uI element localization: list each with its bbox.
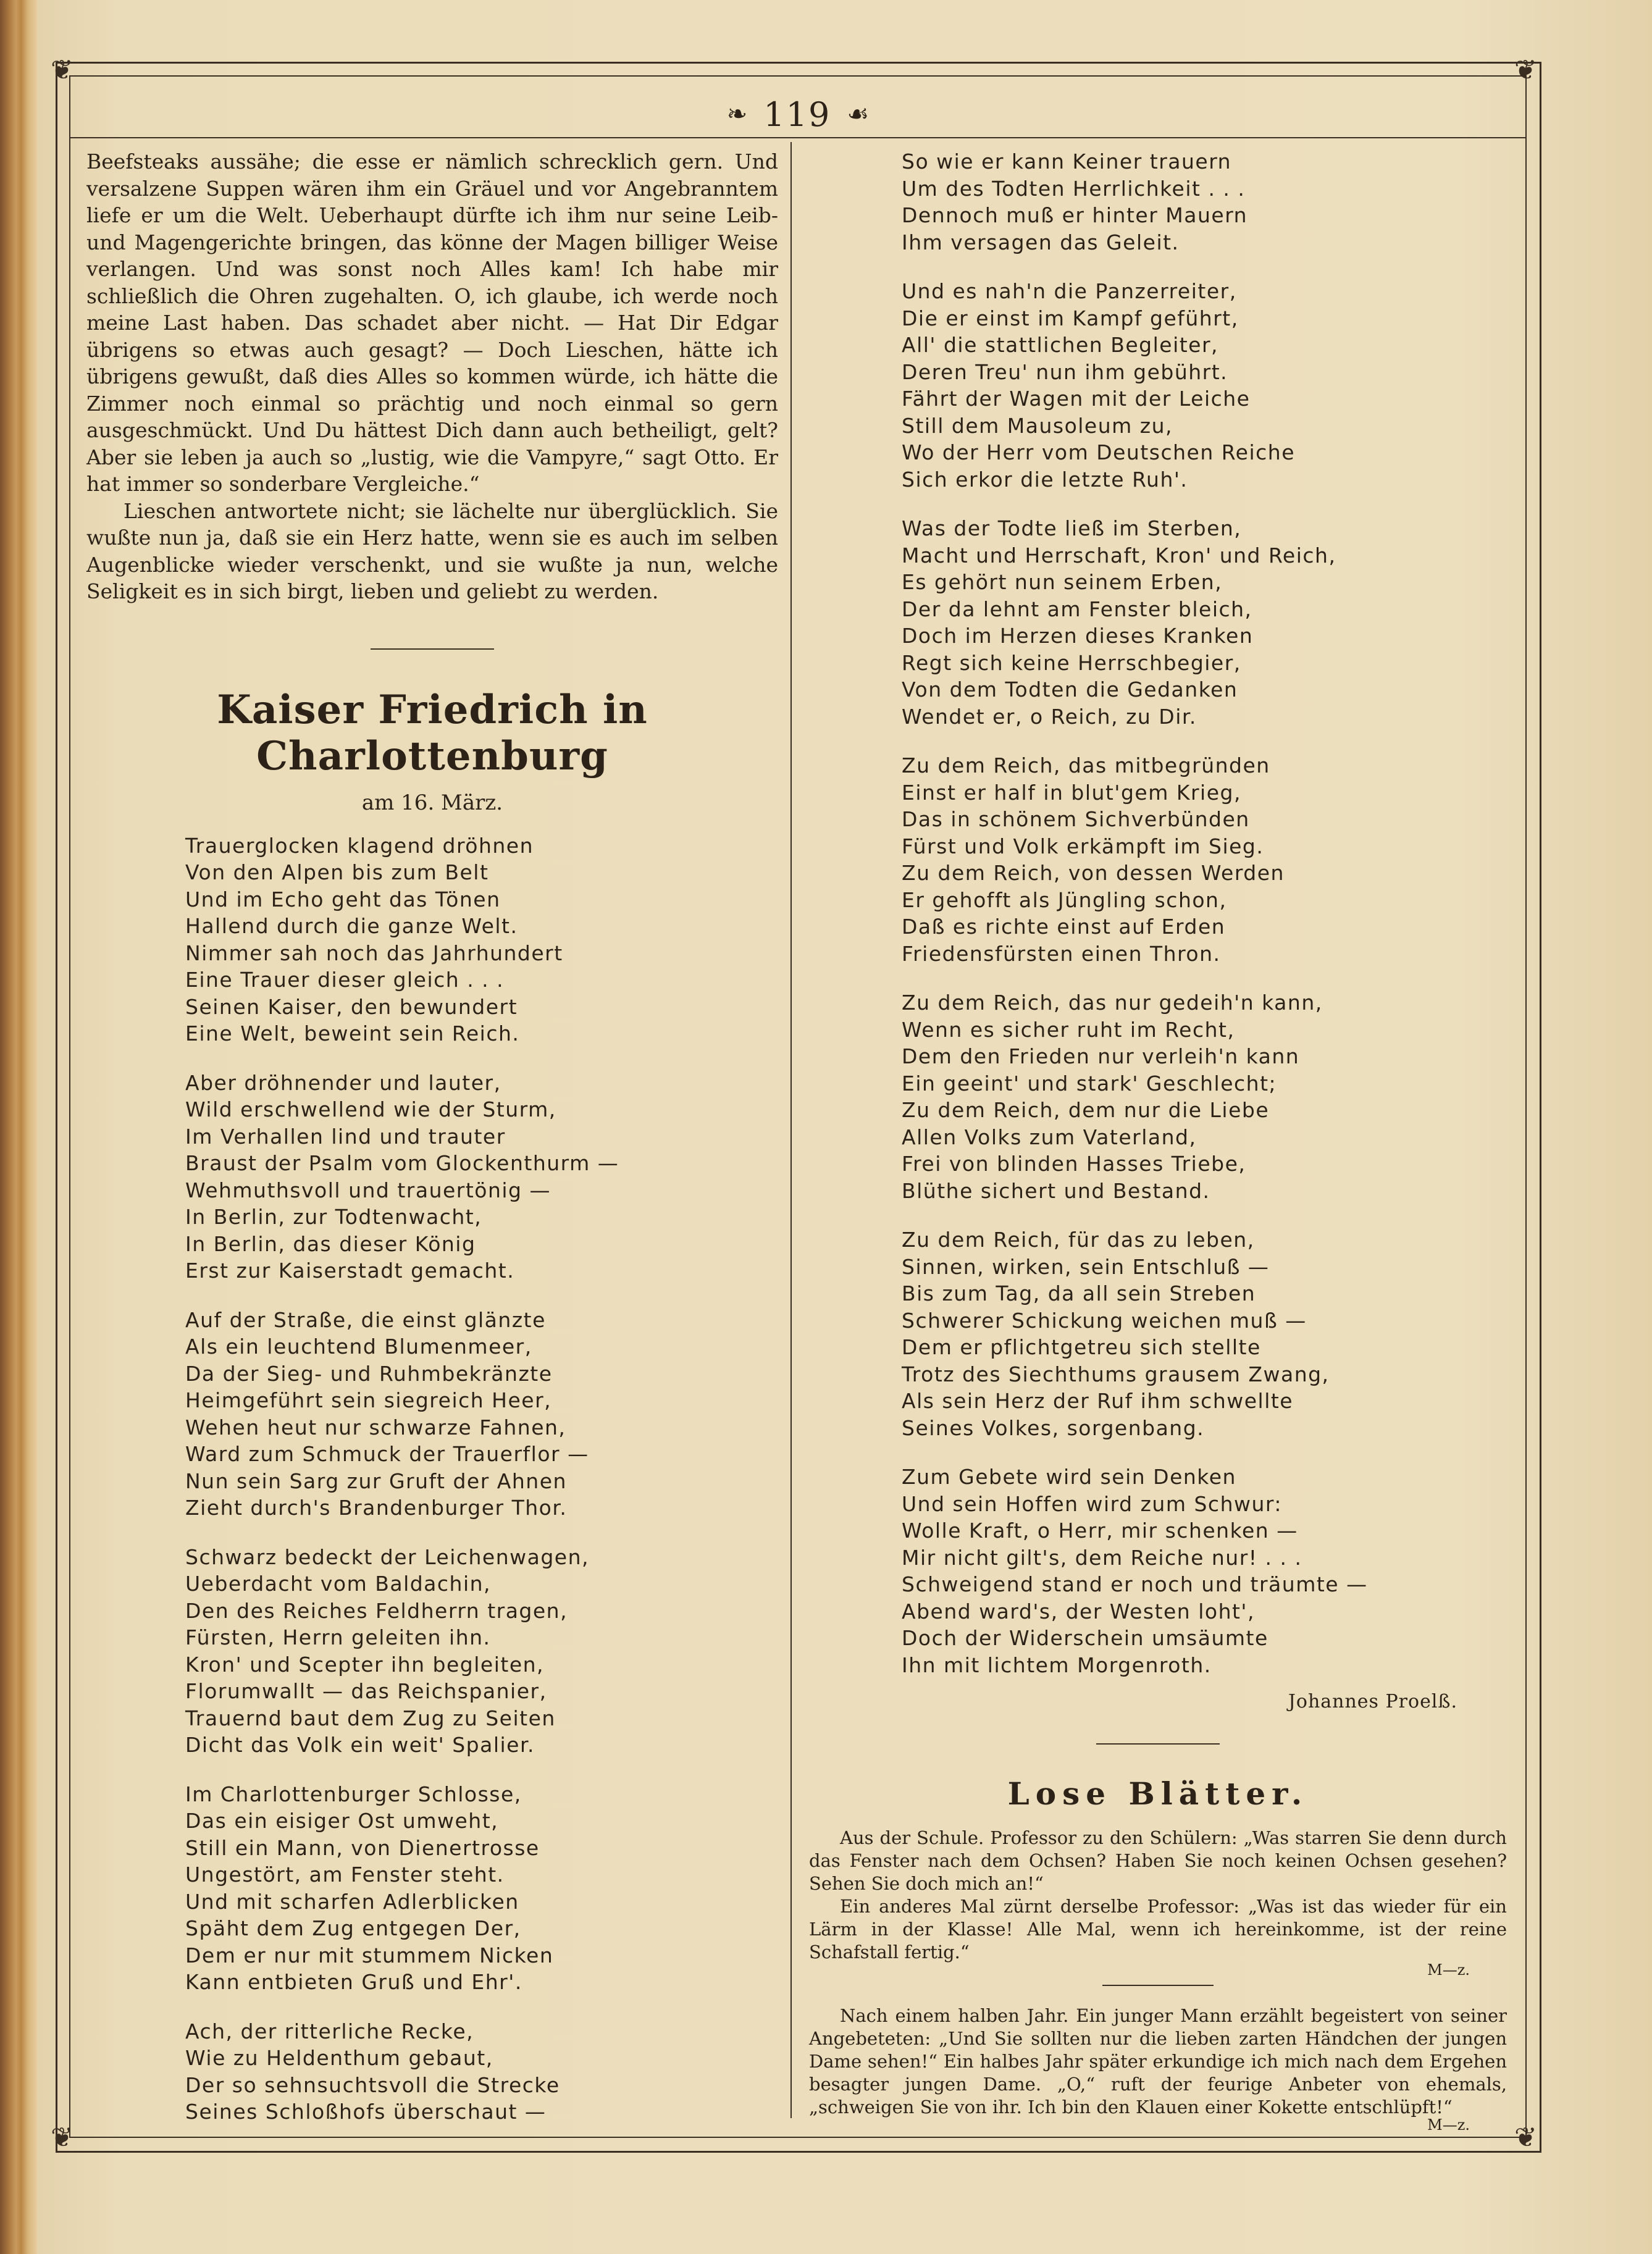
poem-line: Nimmer sah noch das Jahrhundert xyxy=(185,941,563,965)
poem-line: Wo der Herr vom Deutschen Reiche xyxy=(902,440,1296,464)
poem-line: Dennoch muß er hinter Mauern xyxy=(902,203,1248,227)
poem-line: Trauerglocken klagend dröhnen xyxy=(185,833,534,858)
poem-line: Doch im Herzen dieses Kranken xyxy=(902,624,1254,648)
anecdote-text: Professor zu den Schülern: „Was starren Sie denn durch das Fenster nach dem Ochsen? Haben Sie noch keinen Ochsen gesehen? Sehen Sie doch mich an!“ xyxy=(809,1827,1507,1894)
story-paragraph: Beefsteaks aussähe; die esse er nämlich schrecklich gern. Und versalzene Suppen wären ihm ein Gräuel und vor Angebranntem liefe er um die Welt. Ueberhaupt dürfte ich ihm nur seine Leib- und Magengerichte bringen, das könne der Magen billiger Weise verlangen. Und was sonst noch Alles kam! Ich habe mir schließlich die Ohren zugehalten. O, ich glaube, ich werde noch meine Last haben. Das schadet aber nicht. — Hat Dir Edgar übrigens so etwas auch gesagt? — Doch Lieschen, hätte ich übrigens gewußt, daß dies Alles so kommen würde, ich hätte die Zimmer noch einmal so prächtig und noch einmal so gern ausgeschmückt. Und Du hättest Dich dann auch betheiligt, gelt? Aber sie leben ja auch so „lustig, wie die Vampyre,“ sagt Otto. Er hat immer so sonderbare Vergleiche.“ xyxy=(86,149,778,496)
poem-line: Mir nicht gilt's, dem Reiche nur! . . . xyxy=(902,1545,1302,1570)
corner-ornament-icon: ❦ xyxy=(1514,54,1537,86)
anecdote-school xyxy=(809,1827,1507,1979)
poem-line: So wie er kann Keiner trauern xyxy=(902,149,1232,174)
poem-line: Schweigend stand er noch und träumte — xyxy=(902,1572,1368,1596)
poem-line: Zu dem Reich, dem nur die Liebe xyxy=(902,1098,1270,1122)
poem-line: Braust der Psalm vom Glockenthurm — xyxy=(185,1151,619,1175)
poem-line: Als ein leuchtend Blumenmeer, xyxy=(185,1334,532,1359)
anecdote-half-year xyxy=(809,2005,1507,2134)
book-binding-edge xyxy=(0,0,37,2254)
poem-line: Und sein Hoffen wird zum Schwur: xyxy=(902,1491,1282,1516)
corner-ornament-icon: ❦ xyxy=(1514,2122,1537,2153)
poem-line: Der so sehnsuchtsvoll die Strecke xyxy=(185,2072,560,2097)
poem-stanza xyxy=(809,515,1507,730)
anecdote-paragraph: Ein anderes Mal zürnt derselbe Professor: „Was ist das wieder für ein Lärm in der Klasse! Alle Mal, wenn ich hereinkomme, ist der reine Schafstall fertig.“ xyxy=(809,1896,1507,1963)
poem-line: Zu dem Reich, von dessen Werden xyxy=(902,861,1285,885)
poem-line: Zieht durch's Brandenburger Thor. xyxy=(185,1496,568,1520)
flourish-right-icon: ☙ xyxy=(847,100,870,128)
poem-line: Sich erkor die letzte Ruh'. xyxy=(902,467,1188,492)
poem-line: Wendet er, o Reich, zu Dir. xyxy=(902,704,1197,729)
poem-stanza xyxy=(809,148,1507,256)
poem-line: Ueberdacht vom Baldachin, xyxy=(185,1572,492,1596)
poem-line: Ach, der ritterliche Recke, xyxy=(185,2019,474,2043)
poem-line: Regt sich keine Herrschbegier, xyxy=(902,650,1241,675)
poem-line: Heimgeführt sein siegreich Heer, xyxy=(185,1388,552,1412)
poem-left-part xyxy=(86,832,778,2126)
poem-line: Zu dem Reich, das nur gedeih'n kann, xyxy=(902,991,1323,1015)
story-paragraph: Lieschen antwortete nicht; sie lächelte nur überglücklich. Sie wußte nun ja, daß sie ein Herz hatte, wenn sie es auch im selben Augenblicke wieder verschenkt, und sie wußte ja nun, welche Seligkeit es in sich birgt, lieben und geliebt zu werden. xyxy=(86,498,778,603)
poem-line: Seines Schloßhofs überschaut — xyxy=(185,2100,547,2124)
poem-line: Von den Alpen bis zum Belt xyxy=(185,860,489,884)
anecdote-paragraph xyxy=(809,2005,1507,2119)
anecdote-signature: M—z. xyxy=(1427,1961,1470,1979)
section-title-lose-blaetter: Lose Blätter. xyxy=(1007,1775,1309,1812)
poem-stanza xyxy=(809,989,1507,1204)
poem-stanza xyxy=(86,2018,778,2126)
page-number: 119 xyxy=(763,94,831,134)
poem-line: Kann entbieten Gruß und Ehr'. xyxy=(185,1970,522,1994)
poem-line: In Berlin, zur Todtenwacht, xyxy=(185,1205,482,1229)
poem-line: Trotz des Siechthums grausem Zwang, xyxy=(902,1362,1330,1386)
poem-line: Späht dem Zug entgegen Der, xyxy=(185,1916,521,1940)
anecdote-heading: Nach einem halben Jahr. xyxy=(840,2005,1069,2026)
poem-stanza xyxy=(86,1544,778,1759)
header-rule xyxy=(69,137,1527,138)
poem-line: Ihn mit lichtem Morgenroth. xyxy=(902,1653,1212,1677)
poem-line: Eine Trauer dieser gleich . . . xyxy=(185,968,505,992)
poem-line: Der da lehnt am Fenster bleich, xyxy=(902,597,1252,621)
poem-line: Fürsten, Herrn geleiten ihn. xyxy=(185,1625,491,1649)
poem-line: Das ein eisiger Ost umweht, xyxy=(185,1809,499,1833)
poem-line: In Berlin, das dieser König xyxy=(185,1231,476,1256)
poem-line: Er gehofft als Jüngling schon, xyxy=(902,887,1227,912)
poem-line: Dem er pflichtgetreu sich stellte xyxy=(902,1335,1261,1359)
poem-line: Es gehört nun seinem Erben, xyxy=(902,570,1223,594)
poem-line: Um des Todten Herrlichkeit . . . xyxy=(902,176,1246,201)
poem-line: Deren Treu' nun ihm gebührt. xyxy=(902,359,1228,384)
poem-line: Friedensfürsten einen Thron. xyxy=(902,941,1221,966)
poem-line: Da der Sieg- und Ruhmbekränzte xyxy=(185,1361,553,1386)
poem-line: Wehmuthsvoll und trauertönig — xyxy=(185,1178,551,1202)
poem-line: Blüthe sichert und Bestand. xyxy=(902,1178,1210,1203)
poem-line: Zu dem Reich, für das zu leben, xyxy=(902,1228,1255,1252)
right-column xyxy=(809,148,1507,2134)
poem-right-part xyxy=(809,148,1507,1678)
poem-line: Wenn es sicher ruht im Recht, xyxy=(902,1017,1235,1042)
poem-line: Und mit scharfen Adlerblicken xyxy=(185,1889,519,1914)
poem-line: Seines Volkes, sorgenbang. xyxy=(902,1415,1205,1440)
poem-line: Sinnen, wirken, sein Entschluß — xyxy=(902,1254,1270,1279)
poem-line: Ihm versagen das Geleit. xyxy=(902,230,1180,254)
anecdote-signature: M—z. xyxy=(1427,2116,1470,2134)
column-divider xyxy=(790,142,792,2118)
page-header xyxy=(69,90,1527,139)
poem-line: Einst er half in blut'gem Krieg, xyxy=(902,780,1241,805)
poem-author: Johannes Proelß. xyxy=(1288,1691,1457,1712)
poem-line: Abend ward's, der Westen loht', xyxy=(902,1599,1255,1623)
poem-line: Daß es richte einst auf Erden xyxy=(902,915,1226,939)
poem-stanza xyxy=(809,1226,1507,1441)
poem-line: Wolle Kraft, o Herr, mir schenken — xyxy=(902,1519,1298,1543)
corner-ornament-icon: ❦ xyxy=(51,2122,73,2153)
anecdote-heading: Aus der Schule. xyxy=(840,1827,984,1848)
poem-line: Still dem Mausoleum zu, xyxy=(902,413,1173,438)
poem-line: Erst zur Kaiserstadt gemacht. xyxy=(185,1259,515,1283)
poem-line: Im Charlottenburger Schlosse, xyxy=(185,1782,522,1806)
poem-line: Florumwallt — das Reichspanier, xyxy=(185,1679,547,1703)
anecdote-text: Ein junger Mann erzählt begeistert von seiner Angebeteten: „Und Sie sollten nur die lieben zarten Händchen der jungen Dame sehen!“ Ein halbes Jahr später erkundige ich mich nach dem Ergehen besagter jungen Dame. „O,“ ruft der feurige Anbeter von ehemals, „schweigen Sie von ihr. Ich bin den Klauen einer Kokette entschlüpft!“ xyxy=(809,2005,1507,2118)
poem-line: Frei von blinden Hasses Triebe, xyxy=(902,1152,1246,1176)
poem-line: Schwarz bedeckt der Leichenwagen, xyxy=(185,1544,590,1569)
poem-line: Trauernd baut dem Zug zu Seiten xyxy=(185,1706,556,1730)
poem-stanza xyxy=(809,278,1507,493)
flourish-left-icon: ❧ xyxy=(726,100,748,128)
poem-line: All' die stattlichen Begleiter, xyxy=(902,333,1219,357)
poem-line: Still ein Mann, von Dienertrosse xyxy=(185,1835,540,1860)
poem-line: Ward zum Schmuck der Trauerflor — xyxy=(185,1442,589,1466)
poem-subtitle: am 16. März. xyxy=(361,790,503,815)
poem-line: Nun sein Sarg zur Gruft der Ahnen xyxy=(185,1468,567,1493)
poem-line: Auf der Straße, die einst glänzte xyxy=(185,1307,546,1332)
left-column xyxy=(86,148,778,2148)
poem-line: Ein geeint' und stark' Geschlecht; xyxy=(902,1071,1277,1096)
poem-line: Den des Reiches Feldherrn tragen, xyxy=(185,1598,568,1623)
poem-line: Und im Echo geht das Tönen xyxy=(185,887,501,911)
poem-line: Von dem Todten die Gedanken xyxy=(902,677,1238,702)
poem-stanza xyxy=(86,1307,778,1522)
poem-line: Und es nah'n die Panzerreiter, xyxy=(902,279,1237,303)
story-ending xyxy=(86,148,778,605)
poem-line: Eine Welt, beweint sein Reich. xyxy=(185,1021,520,1045)
poem-line: Wie zu Heldenthum gebaut, xyxy=(185,2046,493,2070)
poem-line: Das in schönem Sichverbünden xyxy=(902,807,1250,831)
poem-stanza xyxy=(86,832,778,1047)
poem-line: Zum Gebete wird sein Denken xyxy=(902,1465,1236,1489)
poem-line: Was der Todte ließ im Sterben, xyxy=(902,516,1242,540)
poem-line: Fährt der Wagen mit der Leiche xyxy=(902,387,1251,411)
poem-line: Dem den Frieden nur verleih'n kann xyxy=(902,1044,1300,1068)
corner-ornament-icon: ❦ xyxy=(51,54,73,86)
poem-line: Seinen Kaiser, den bewundert xyxy=(185,994,518,1019)
anecdote-separator xyxy=(1102,1985,1214,1986)
poem-line: Als sein Herz der Ruf ihm schwellte xyxy=(902,1389,1294,1413)
section-separator xyxy=(1096,1743,1220,1745)
poem-line: Zu dem Reich, das mitbegründen xyxy=(902,753,1270,777)
poem-line: Aber dröhnender und lauter, xyxy=(185,1070,501,1095)
poem-line: Im Verhallen lind und trauter xyxy=(185,1124,506,1149)
poem-line: Fürst und Volk erkämpft im Sieg. xyxy=(902,834,1264,858)
poem-stanza xyxy=(86,1070,778,1284)
poem-stanza xyxy=(809,752,1507,967)
anecdote-paragraph xyxy=(809,1827,1507,1895)
poem-line: Hallend durch die ganze Welt. xyxy=(185,914,518,938)
poem-stanza xyxy=(86,1781,778,1996)
poem-line: Ungestört, am Fenster steht. xyxy=(185,1862,505,1887)
poem-line: Kron' und Scepter ihn begleiten, xyxy=(185,1652,545,1677)
poem-line: Macht und Herrschaft, Kron' und Reich, xyxy=(902,543,1336,568)
poem-line: Allen Volks zum Vaterland, xyxy=(902,1125,1197,1149)
poem-line: Wild erschwellend wie der Sturm, xyxy=(185,1097,556,1121)
poem-line: Dem er nur mit stummem Nicken xyxy=(185,1943,554,1967)
poem-stanza xyxy=(809,1464,1507,1678)
poem-line: Schwerer Schickung weichen muß — xyxy=(902,1308,1307,1333)
poem-line: Wehen heut nur schwarze Fahnen, xyxy=(185,1415,566,1439)
poem-line: Die er einst im Kampf geführt, xyxy=(902,306,1239,330)
poem-title: Kaiser Friedrich in Charlottenburg xyxy=(217,686,648,779)
section-separator xyxy=(371,648,494,650)
poem-line: Bis zum Tag, da all sein Streben xyxy=(902,1281,1256,1305)
poem-line: Doch der Widerschein umsäumte xyxy=(902,1626,1268,1650)
poem-line: Dicht das Volk ein weit' Spalier. xyxy=(185,1733,535,1757)
